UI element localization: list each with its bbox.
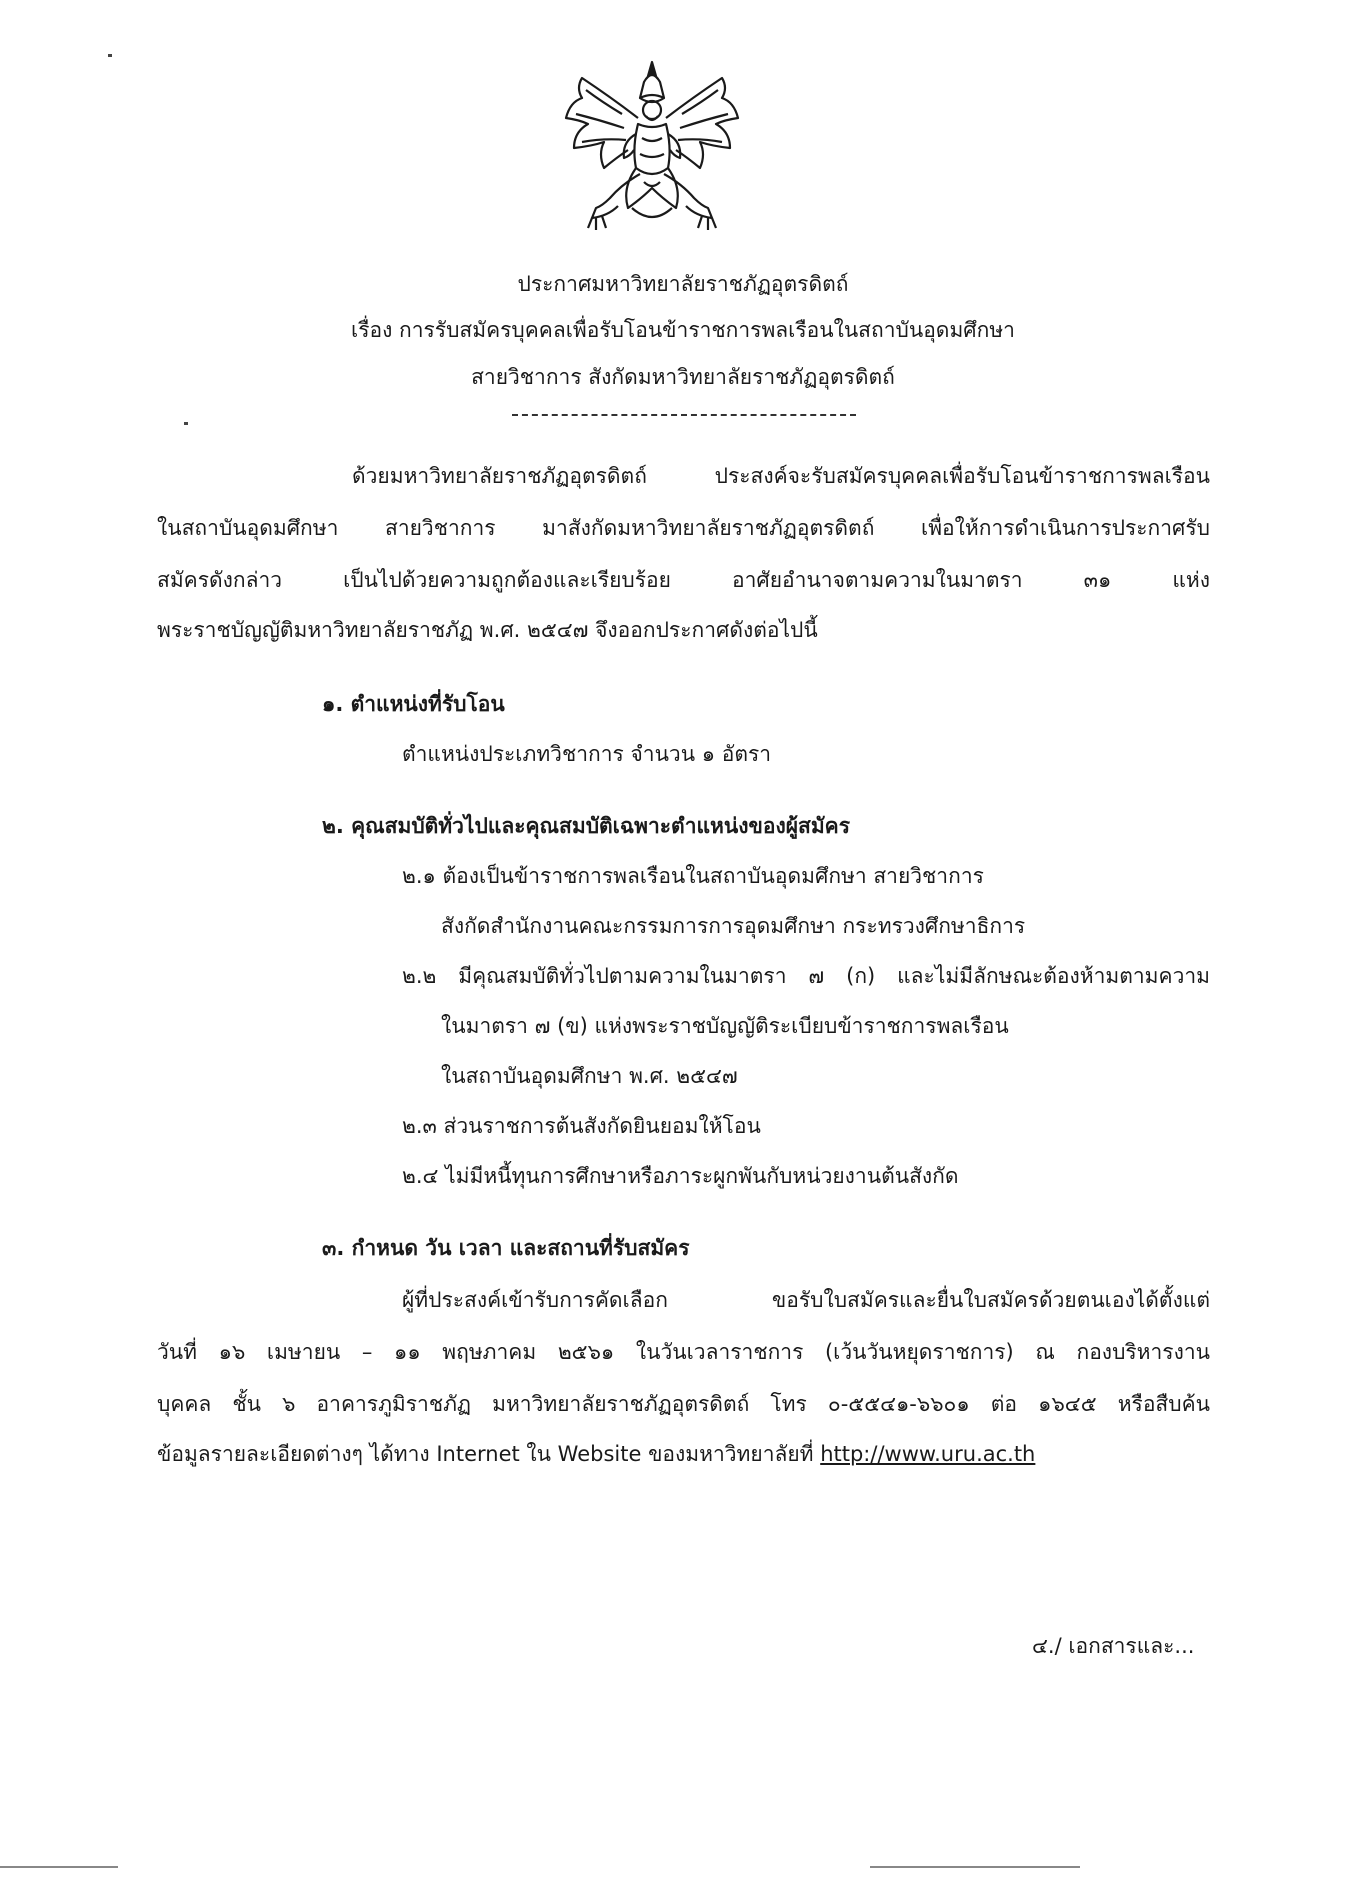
garuda-emblem-icon [552,58,752,238]
announcement-subject-line2: สายวิชาการ สังกัดมหาวิทยาลัยราชภัฏอุตรดิตถ์ [471,365,895,389]
intro-line-3: สมัครดังกล่าว เป็นไปด้วยความถูกต้องและเรียบร้อย อาศัยอำนาจตามความในมาตรา ๓๑ แห่ง [157,568,1210,592]
section-2-item: ๒.๔ ไม่มีหนี้ทุนการศึกษาหรือภาระผูกพันกับหน่วยงานต้นสังกัด [402,1164,959,1188]
section-2-heading: ๒. คุณสมบัติทั่วไปและคุณสมบัติเฉพาะตำแหน่งของผู้สมัคร [322,814,850,838]
section-2-item: ในมาตรา ๗ (ข) แห่งพระราชบัญญัติระเบียบข้าราชการพลเรือน [441,1014,1009,1038]
continued-marker: ๔./ เอกสารและ... [1032,1634,1195,1658]
section-3-line: วันที่ ๑๖ เมษายน – ๑๑ พฤษภาคม ๒๕๖๑ ในวันเวลาราชการ (เว้นวันหยุดราชการ) ณ กองบริหารงาน [157,1340,1210,1364]
scan-speck [184,422,188,425]
university-website-link[interactable]: http://www.uru.ac.th [820,1442,1036,1466]
section-1-body: ตำแหน่งประเภทวิชาการ จำนวน ๑ อัตรา [402,742,772,766]
section-2-item: ๒.๓ ส่วนราชการต้นสังกัดยินยอมให้โอน [402,1114,761,1138]
section-2-item: ในสถาบันอุดมศึกษา พ.ศ. ๒๕๔๗ [441,1064,738,1088]
announcement-title: ประกาศมหาวิทยาลัยราชภัฏอุตรดิตถ์ [517,272,849,296]
section-1-heading: ๑. ตำแหน่งที่รับโอน [322,692,505,716]
section-3-heading: ๓. กำหนด วัน เวลา และสถานที่รับสมัคร [322,1236,690,1260]
section-3-line: บุคคล ชั้น ๖ อาคารภูมิราชภัฏ มหาวิทยาลัยราชภัฏอุตรดิตถ์ โทร ๐-๕๕๔๑-๖๖๐๑ ต่อ ๑๖๔๕ หรือสืบค้น [157,1392,1210,1416]
scan-edge-line [870,1866,1080,1868]
intro-line-4: พระราชบัญญัติมหาวิทยาลัยราชภัฏ พ.ศ. ๒๕๔๗ จึงออกประกาศดังต่อไปนี้ [157,618,818,642]
scan-edge-line [0,1866,118,1868]
header-divider [512,414,856,416]
intro-line-2: ในสถาบันอุดมศึกษา สายวิชาการ มาสังกัดมหาวิทยาลัยราชภัฏอุตรดิตถ์ เพื่อให้การดำเนินการประกาศรับ [157,516,1210,540]
announcement-subject: เรื่อง การรับสมัครบุคคลเพื่อรับโอนข้าราชการพลเรือนในสถาบันอุดมศึกษา [351,318,1015,342]
section-2-item: ๒.๒ มีคุณสมบัติทั่วไปตามความในมาตรา ๗ (ก) และไม่มีลักษณะต้องห้ามตามความ [402,964,1210,988]
section-3-last-line-text: ข้อมูลรายละเอียดต่างๆ ได้ทาง Internet ใน Website ของมหาวิทยาลัยที่ [157,1442,821,1466]
scan-speck [108,54,112,57]
section-3-line: ผู้ที่ประสงค์เข้ารับการคัดเลือก ขอรับใบสมัครและยื่นใบสมัครด้วยตนเองได้ตั้งแต่ [402,1288,1210,1312]
section-2-item: สังกัดสำนักงานคณะกรรมการการอุดมศึกษา กระทรวงศึกษาธิการ [441,914,1026,938]
section-2-item: ๒.๑ ต้องเป็นข้าราชการพลเรือนในสถาบันอุดมศึกษา สายวิชาการ [402,864,984,888]
section-3-last-line [157,1444,1035,1465]
intro-line-1: ด้วยมหาวิทยาลัยราชภัฏอุตรดิตถ์ ประสงค์จะรับสมัครบุคคลเพื่อรับโอนข้าราชการพลเรือน [352,464,1210,488]
